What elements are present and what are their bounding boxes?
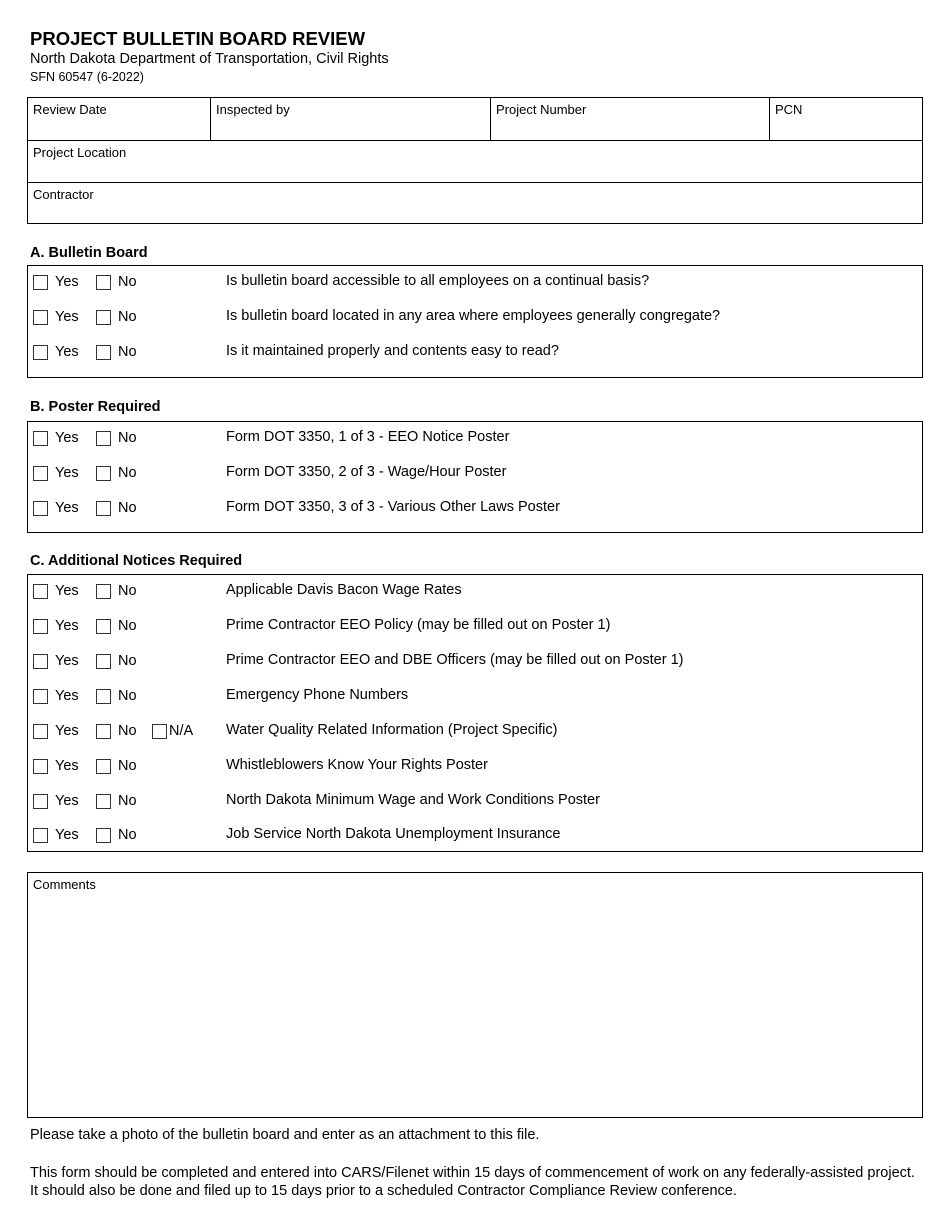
no-checkbox[interactable] [96, 344, 137, 360]
no-label: No [118, 344, 137, 360]
no-label: No [118, 274, 137, 290]
section-a-box [27, 265, 923, 378]
notice-text: Job Service North Dakota Unemployment Insurance [226, 826, 561, 842]
checkbox-square-icon [33, 794, 48, 809]
no-label: No [118, 688, 137, 704]
section-a-row-2 [28, 301, 922, 336]
no-label: No [118, 465, 137, 481]
yes-checkbox[interactable] [33, 723, 79, 739]
section-a-row-1 [28, 266, 922, 301]
project-number-field[interactable] [490, 98, 769, 140]
checkbox-square-icon [96, 689, 111, 704]
yes-label: Yes [55, 793, 79, 809]
yes-label: Yes [55, 688, 79, 704]
review-date-label: Review Date [33, 102, 107, 117]
no-label: No [118, 723, 137, 739]
form-title: PROJECT BULLETIN BOARD REVIEW [30, 28, 366, 49]
question-text: Is bulletin board located in any area where employees generally congregate? [226, 308, 721, 324]
no-checkbox[interactable] [96, 583, 137, 599]
project-info-table [27, 97, 923, 224]
no-label: No [118, 827, 137, 843]
no-label: No [118, 500, 137, 516]
section-c-row-7 [28, 785, 922, 820]
contractor-field[interactable] [28, 182, 922, 224]
no-checkbox[interactable] [96, 758, 137, 774]
yes-label: Yes [55, 583, 79, 599]
poster-text: Form DOT 3350, 3 of 3 - Various Other Laws Poster [226, 499, 560, 515]
section-b-row-2 [28, 457, 922, 492]
checkbox-square-icon [96, 654, 111, 669]
checkbox-square-icon [33, 619, 48, 634]
yes-checkbox[interactable] [33, 653, 79, 669]
notice-text: North Dakota Minimum Wage and Work Conditions Poster [226, 792, 600, 808]
notice-text: Prime Contractor EEO and DBE Officers (may be filled out on Poster 1) [226, 652, 684, 668]
pcn-label: PCN [775, 102, 803, 117]
inspected-by-label: Inspected by [216, 102, 290, 117]
checkbox-square-icon [33, 584, 48, 599]
filing-instruction: This form should be completed and entered into CARS/Filenet within 15 days of commencement of work on any federally-assisted project. It should also be done and filed up to 15 days prior to a scheduled Contractor Compliance Review conference. [30, 1165, 915, 1199]
yes-checkbox[interactable] [33, 309, 79, 325]
checkbox-square-icon [33, 466, 48, 481]
form-number: SFN 60547 (6-2022) [30, 70, 144, 84]
section-b-row-3 [28, 492, 922, 527]
checkbox-square-icon [33, 724, 48, 739]
yes-checkbox[interactable] [33, 430, 79, 446]
section-a-row-3 [28, 336, 922, 371]
yes-checkbox[interactable] [33, 827, 79, 843]
section-c-row-4 [28, 680, 922, 715]
no-checkbox[interactable] [96, 309, 137, 325]
yes-label: Yes [55, 430, 79, 446]
section-c-row-5 [28, 715, 922, 750]
yes-checkbox[interactable] [33, 758, 79, 774]
project-number-label: Project Number [496, 102, 587, 117]
checkbox-square-icon [96, 310, 111, 325]
yes-checkbox[interactable] [33, 344, 79, 360]
yes-label: Yes [55, 758, 79, 774]
no-label: No [118, 793, 137, 809]
yes-checkbox[interactable] [33, 688, 79, 704]
pcn-field[interactable] [769, 98, 922, 140]
no-checkbox[interactable] [96, 618, 137, 634]
checkbox-square-icon [152, 724, 167, 739]
yes-label: Yes [55, 465, 79, 481]
no-label: No [118, 430, 137, 446]
checkbox-square-icon [96, 584, 111, 599]
comments-input[interactable] [32, 895, 918, 1113]
checkbox-square-icon [33, 501, 48, 516]
comments-box [27, 872, 923, 1118]
checkbox-square-icon [33, 275, 48, 290]
no-checkbox[interactable] [96, 688, 137, 704]
checkbox-square-icon [96, 619, 111, 634]
yes-label: Yes [55, 827, 79, 843]
yes-label: Yes [55, 274, 79, 290]
checkbox-square-icon [96, 431, 111, 446]
yes-checkbox[interactable] [33, 583, 79, 599]
no-checkbox[interactable] [96, 274, 137, 290]
no-checkbox[interactable] [96, 793, 137, 809]
section-b-box [27, 421, 923, 533]
yes-checkbox[interactable] [33, 465, 79, 481]
checkbox-square-icon [96, 466, 111, 481]
no-checkbox[interactable] [96, 465, 137, 481]
checkbox-square-icon [33, 654, 48, 669]
project-location-label: Project Location [33, 145, 127, 160]
section-b-row-1 [28, 422, 922, 457]
notice-text: Whistleblowers Know Your Rights Poster [226, 757, 488, 773]
checkbox-square-icon [33, 828, 48, 843]
section-c-row-6 [28, 750, 922, 785]
checkbox-square-icon [96, 724, 111, 739]
yes-label: Yes [55, 723, 79, 739]
section-c-row-1 [28, 575, 922, 610]
no-label: No [118, 583, 137, 599]
checkbox-square-icon [96, 275, 111, 290]
checkbox-square-icon [96, 828, 111, 843]
yes-checkbox[interactable] [33, 274, 79, 290]
yes-checkbox[interactable] [33, 793, 79, 809]
review-date-field[interactable] [28, 98, 210, 140]
notice-text: Applicable Davis Bacon Wage Rates [226, 582, 462, 598]
section-c-row-8 [28, 819, 922, 854]
checkbox-square-icon [96, 759, 111, 774]
photo-instruction: Please take a photo of the bulletin board and enter as an attachment to this file. [30, 1127, 540, 1143]
na-label: N/A [169, 723, 194, 739]
no-label: No [118, 758, 137, 774]
yes-label: Yes [55, 618, 79, 634]
checkbox-square-icon [33, 345, 48, 360]
section-b-title: B. Poster Required [30, 399, 161, 415]
yes-checkbox[interactable] [33, 618, 79, 634]
poster-text: Form DOT 3350, 1 of 3 - EEO Notice Poster [226, 429, 510, 445]
no-checkbox[interactable] [96, 723, 137, 739]
no-label: No [118, 618, 137, 634]
no-checkbox[interactable] [96, 430, 137, 446]
notice-text: Prime Contractor EEO Policy (may be filled out on Poster 1) [226, 617, 611, 633]
checkbox-square-icon [33, 310, 48, 325]
poster-text: Form DOT 3350, 2 of 3 - Wage/Hour Poster [226, 464, 507, 480]
checkbox-square-icon [33, 689, 48, 704]
question-text: Is it maintained properly and contents easy to read? [226, 343, 559, 359]
question-text: Is bulletin board accessible to all employees on a continual basis? [226, 273, 650, 289]
section-c-title: C. Additional Notices Required [30, 553, 243, 569]
no-label: No [118, 653, 137, 669]
no-checkbox[interactable] [96, 827, 137, 843]
notice-text: Water Quality Related Information (Project Specific) [226, 722, 558, 738]
no-checkbox[interactable] [96, 500, 137, 516]
checkbox-square-icon [33, 759, 48, 774]
inspected-by-field[interactable] [210, 98, 490, 140]
section-c-row-2 [28, 610, 922, 645]
checkbox-square-icon [33, 431, 48, 446]
comments-label: Comments [33, 877, 96, 892]
checkbox-square-icon [96, 794, 111, 809]
yes-label: Yes [55, 653, 79, 669]
checkbox-square-icon [96, 501, 111, 516]
department-name: North Dakota Department of Transportation, Civil Rights [30, 51, 389, 67]
yes-checkbox[interactable] [33, 500, 79, 516]
yes-label: Yes [55, 344, 79, 360]
no-checkbox[interactable] [96, 653, 137, 669]
na-checkbox[interactable] [152, 723, 193, 739]
section-c-row-3 [28, 645, 922, 680]
contractor-label: Contractor [33, 187, 94, 202]
section-a-title: A. Bulletin Board [30, 245, 148, 261]
notice-text: Emergency Phone Numbers [226, 687, 409, 703]
yes-label: Yes [55, 500, 79, 516]
no-label: No [118, 309, 137, 325]
project-location-field[interactable] [28, 140, 922, 182]
yes-label: Yes [55, 309, 79, 325]
section-c-box [27, 574, 923, 852]
checkbox-square-icon [96, 345, 111, 360]
